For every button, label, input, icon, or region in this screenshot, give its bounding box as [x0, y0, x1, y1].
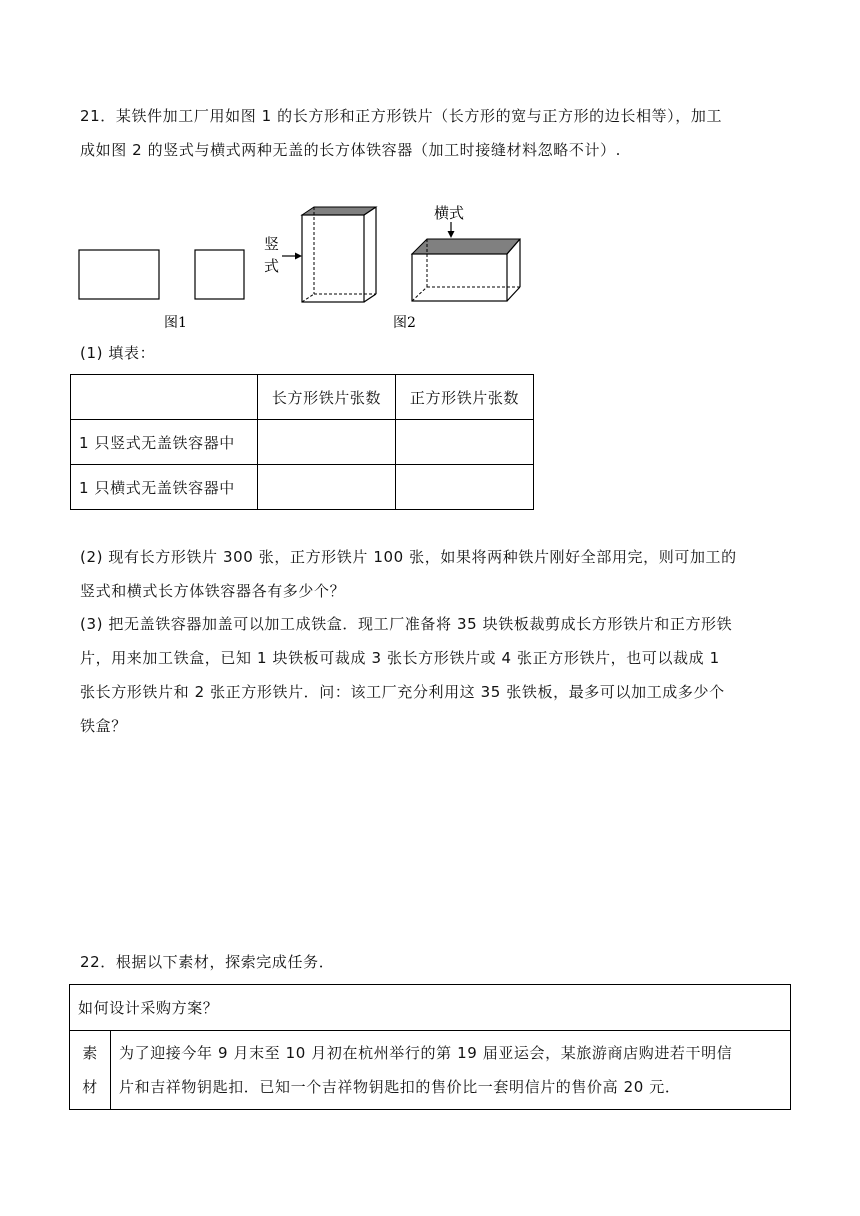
q21-fill-table: [70, 374, 534, 510]
table-row: [71, 420, 534, 465]
figure1-caption: 图1: [164, 315, 187, 331]
q21-figure: [70, 198, 550, 338]
q21-line-2: 成如图 2 的竖式与横式两种无盖的长方体铁容器（加工时接缝材料忽略不计）.: [80, 141, 622, 159]
q21-part3-line-1: (3) 把无盖铁容器加盖可以加工成铁盒．现工厂准备将 35 块铁板裁剪成长方形铁片和正方形铁: [80, 615, 733, 633]
header-rect-count: 长方形铁片张数: [258, 375, 396, 420]
material-line-1: 为了迎接今年 9 月末至 10 月初在杭州举行的第 19 届亚运会，某旅游商店购进若干明信: [119, 1044, 733, 1062]
arrow-shu-head: [295, 253, 302, 260]
answer-cell-horizontal-rect[interactable]: [258, 465, 396, 510]
q22-material-table: [69, 984, 791, 1110]
square-sheet: [195, 250, 244, 299]
material-content: [111, 1031, 791, 1110]
table-row: [71, 465, 534, 510]
q21-part2-line-1: (2) 现有长方形铁片 300 张，正方形铁片 100 张，如果将两种铁片刚好全部用完，则可加工的: [80, 548, 737, 566]
q22-table-title: 如何设计采购方案？: [70, 985, 791, 1031]
horizontal-box: [412, 239, 520, 301]
material-label-2: 材: [82, 1078, 98, 1096]
header-cell-empty: [71, 375, 258, 420]
header-square-count: 正方形铁片张数: [396, 375, 534, 420]
q21-part3-line-3: 张长方形铁片和 2 张正方形铁片．问：该工厂充分利用这 35 张铁板，最多可以加工成多少个: [80, 683, 725, 701]
row-label-horizontal: 1 只横式无盖铁容器中: [71, 465, 258, 510]
label-shu-1: 竖: [264, 235, 280, 253]
q21-part3-line-4: 铁盒？: [80, 717, 127, 735]
table-header-row: [71, 375, 534, 420]
q22-table-title-row: [70, 985, 791, 1031]
answer-cell-vertical-square[interactable]: [396, 420, 534, 465]
q21-part1: (1) 填表：: [80, 344, 156, 362]
material-label-1: 素: [82, 1044, 98, 1062]
q22-line-1: 22．根据以下素材，探索完成任务．: [80, 953, 335, 971]
q21-part2-line-2: 竖式和横式长方体铁容器各有多少个？: [80, 582, 346, 600]
material-line-2: 片和吉祥物钥匙扣．已知一个吉祥物钥匙扣的售价比一套明信片的售价高 20 元．: [119, 1078, 681, 1096]
q22-material-row: [70, 1031, 791, 1110]
row-label-vertical: 1 只竖式无盖铁容器中: [71, 420, 258, 465]
answer-cell-vertical-rect[interactable]: [258, 420, 396, 465]
vertical-box: [302, 207, 376, 302]
answer-cell-horizontal-square[interactable]: [396, 465, 534, 510]
q21-part3-line-2: 片，用来加工铁盒，已知 1 块铁板可裁成 3 张长方形铁片或 4 张正方形铁片，也可以裁成 1: [80, 649, 720, 667]
material-label: [70, 1031, 111, 1110]
label-shu-2: 式: [264, 257, 280, 275]
arrow-heng-head: [448, 231, 455, 238]
rectangle-sheet: [79, 250, 159, 299]
label-heng: 横式: [434, 204, 465, 222]
q21-line-1: 21．某铁件加工厂用如图 1 的长方形和正方形铁片（长方形的宽与正方形的边长相等），加工: [80, 107, 723, 125]
figure2-caption: 图2: [393, 315, 416, 331]
